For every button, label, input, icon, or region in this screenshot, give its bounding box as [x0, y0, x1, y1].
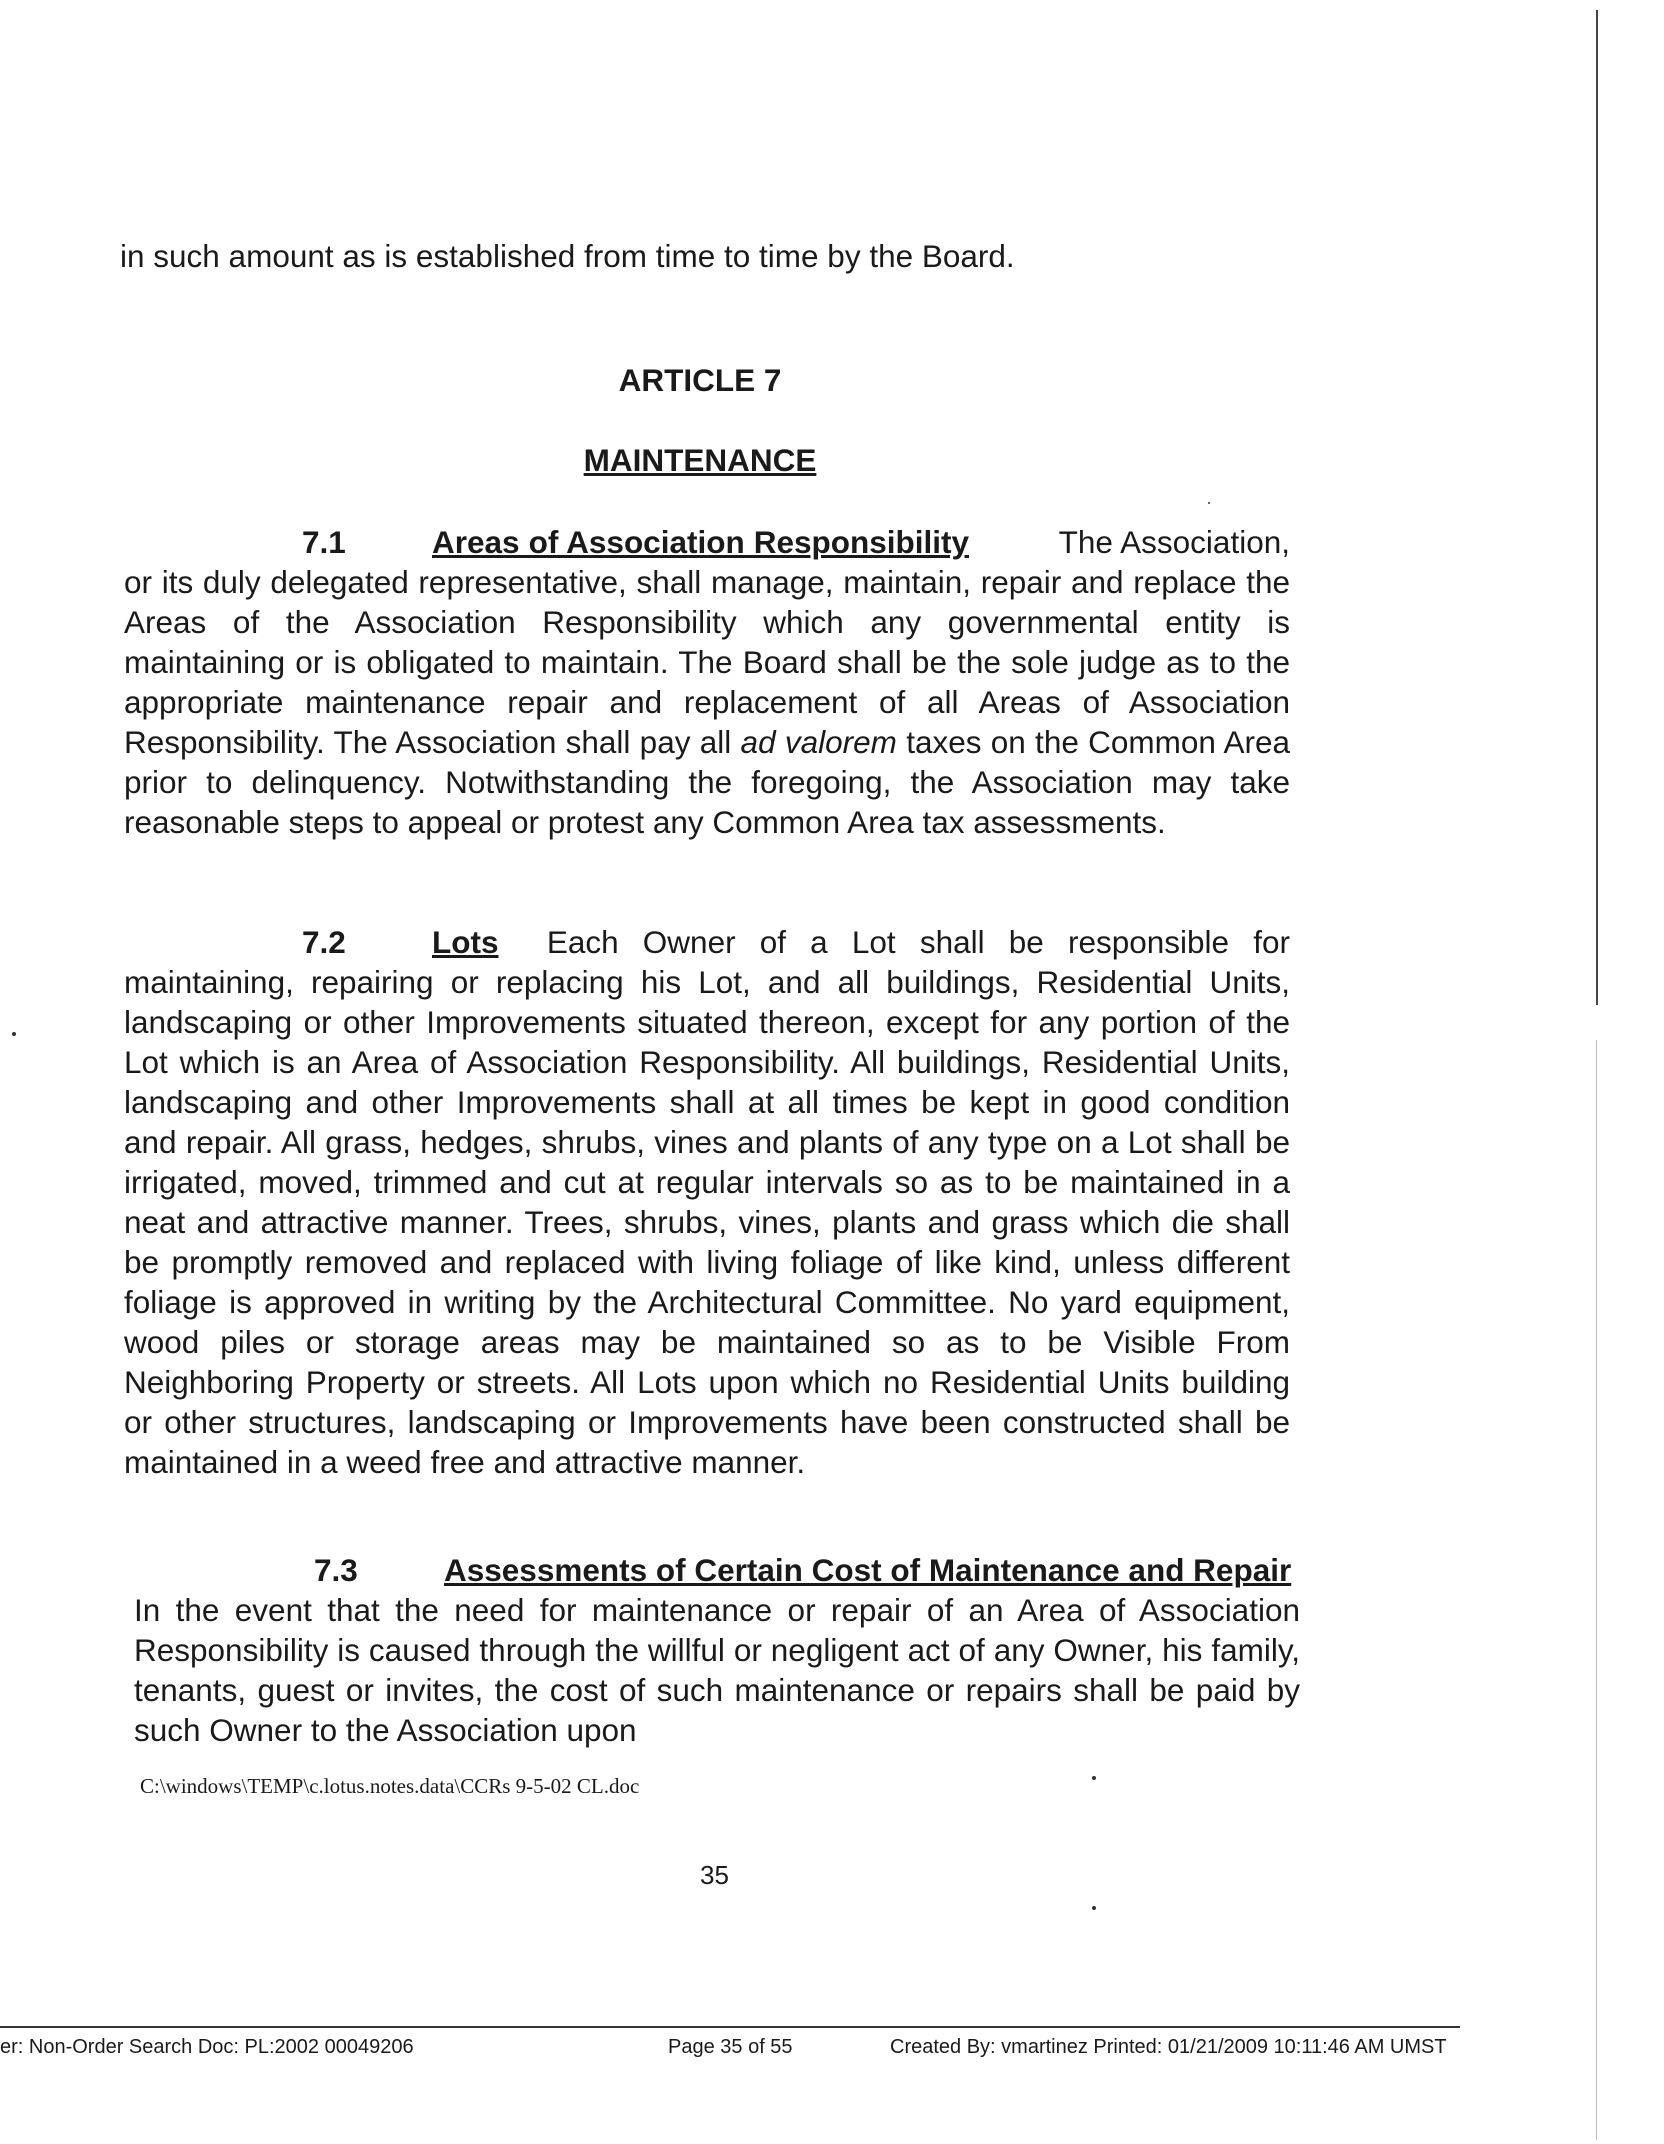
- file-path: C:\windows\TEMP\c.lotus.notes.data\CCRs 9-5-02 CL.doc: [140, 1774, 640, 1798]
- footer-divider: [0, 2026, 1460, 2028]
- section-7-1: [124, 522, 1290, 842]
- article-title: MAINTENANCE: [583, 442, 817, 478]
- footer-print-info: Created By: vmartinez Printed: 01/21/2009 10:11:46 AM UMST: [890, 2036, 1447, 2058]
- section-title: Lots: [432, 924, 499, 960]
- scan-speck: [1092, 1906, 1096, 1910]
- section-7-2: [124, 922, 1290, 1482]
- scan-speck: [1208, 502, 1210, 504]
- section-body: The Association, or its duly delegated representative, shall manage, maintain, repair and replace the Areas of the Association Responsibility which any governmental entity is maintaining or is obligated to maintain. The Board shall be the sole judge as to the appropriate maintenance repair and replacement of all Areas of Association Responsibility. The Association shall pay all: [124, 524, 1290, 760]
- scan-edge-line-lower: [1596, 1040, 1597, 2140]
- scan-speck: [1092, 1776, 1096, 1780]
- section-title: Areas of Association Responsibility: [432, 524, 969, 560]
- section-title: Assessments of Certain Cost of Maintenance and Repair: [444, 1552, 1292, 1588]
- section-7-3: [134, 1550, 1300, 1750]
- page-number: 35: [700, 1860, 729, 1890]
- section-body-emphasis: ad valorem: [740, 724, 897, 760]
- article-heading: ARTICLE 7: [618, 362, 782, 398]
- section-number: 7.2: [302, 924, 346, 960]
- section-body: Each Owner of a Lot shall be responsible for maintaining, repairing or replacing his Lot, and all buildings, Residential Units, landscaping or other Improvements situated thereon, except for any portion of the Lot which is an Area of Association Responsibility. All buildings, Residential Units, landscaping and other Improvements shall at all times be kept in good condition and repair. All grass, hedges, shrubs, vines and plants of any type on a Lot shall be irrigated, moved, trimmed and cut at regular intervals so as to be maintained in a neat and attractive manner. Trees, shrubs, vines, plants and grass which die shall be promptly removed and replaced with living foliage of like kind, unless different foliage is approved in writing by the Architectural Committee. No yard equipment, wood piles or storage areas may be maintained so as to be Visible From Neighboring Property or streets. All Lots upon which no Residential Units building or other structures, landscaping or Improvements have been constructed shall be maintained in a weed free and attractive manner.: [124, 924, 1290, 1480]
- section-body: In the event that the need for maintenance or repair of an Area of Association Responsibility is caused through the willful or negligent act of any Owner, his family, tenants, guest or invites, the cost of such maintenance or repairs shall be paid by such Owner to the Association upon: [134, 1592, 1300, 1748]
- section-number: 7.3: [314, 1552, 358, 1588]
- footer-page-info: Page 35 of 55: [668, 2036, 793, 2058]
- footer-search-info: er: Non-Order Search Doc: PL:2002 00049206: [0, 2036, 414, 2058]
- continuation-text: in such amount as is established from time to time by the Board.: [120, 238, 1015, 274]
- section-body-continued: taxes on the Common Area prior to delinquency. Notwithstanding the foregoing, the Association may take reasonable steps to appeal or protest any Common Area tax assessments.: [124, 724, 1290, 840]
- scan-edge-line: [1596, 10, 1598, 1005]
- scan-speck: [12, 1032, 16, 1036]
- section-number: 7.1: [302, 524, 346, 560]
